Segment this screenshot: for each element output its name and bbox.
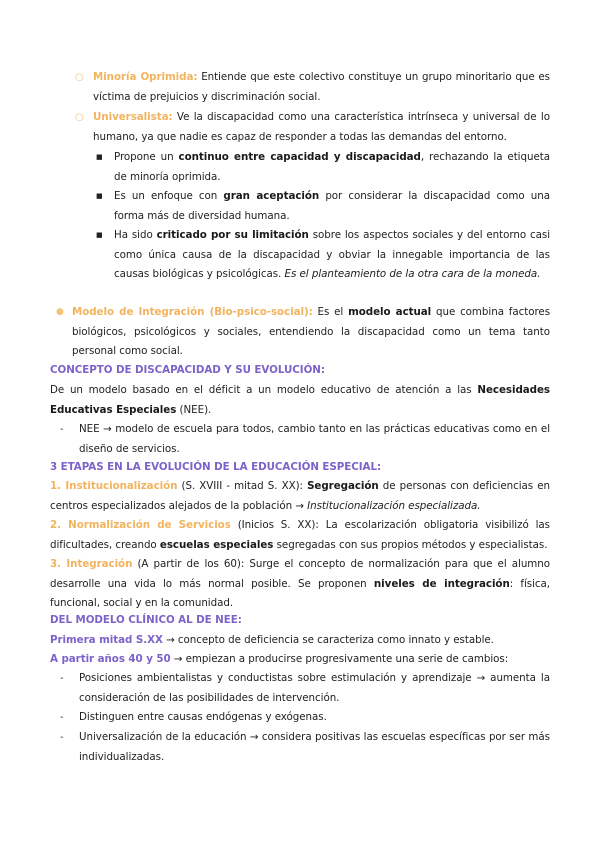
list-item-cambio-2: Distinguen entre causas endógenas y exógenas. xyxy=(79,711,327,723)
etapa1-dates: (S. XVIII - mitad S. XX): xyxy=(177,480,308,492)
partir-label: A partir años 40 y 50 xyxy=(50,653,171,665)
paragraph-etapa-3 xyxy=(50,555,550,614)
paragraph-primera-mitad xyxy=(50,631,550,651)
label-minoria: Minoría Oprimida: xyxy=(93,71,198,83)
sub2-tail: por considerar la discapacidad como una forma más de diversidad humana. xyxy=(114,190,550,222)
heading-concepto: CONCEPTO DE DISCAPACIDAD Y SU EVOLUCIÓN: xyxy=(50,364,325,376)
sub1-text: Propone un xyxy=(114,151,179,163)
dash-bullet-icon: - xyxy=(60,712,64,723)
list-item-nee: NEE → modelo de escuela para todos, cambio tanto en las prácticas educativas como en el diseño de servicios. xyxy=(79,423,550,455)
sub2-bold: gran aceptación xyxy=(223,190,320,202)
paragraph-etapa-2 xyxy=(50,516,550,555)
label-universalista: Universalista: xyxy=(93,111,173,123)
text-universalista: Ve la discapacidad como una característica intrínseca y universal de lo humano, ya que nadie es capaz de responder a todas las demandas del entorno. xyxy=(93,111,550,143)
etapa1-bold: Segregación xyxy=(307,480,379,492)
subitem-continuo xyxy=(114,148,550,187)
primera-label: Primera mitad S.XX xyxy=(50,634,163,646)
dash-bullet-icon: - xyxy=(60,673,64,684)
subitem-criticado xyxy=(114,226,550,285)
sub3-text: Ha sido xyxy=(114,229,157,241)
etapa1-italic: Institucionalización especializada. xyxy=(307,499,481,512)
subitem-aceptacion xyxy=(114,187,550,226)
paragraph-minoria xyxy=(93,68,550,107)
paragraph-concepto xyxy=(50,381,550,420)
square-bullet-icon: ■ xyxy=(96,231,103,239)
square-bullet-icon: ■ xyxy=(96,192,103,200)
concepto-tail: (NEE). xyxy=(176,403,212,416)
sub1-bold: continuo entre capacidad y discapacidad xyxy=(178,151,421,163)
etapa2-bold: escuelas especiales xyxy=(159,538,274,551)
dash-bullet-icon: - xyxy=(60,732,64,743)
etapa3-bold: niveles de integración xyxy=(373,577,510,590)
heading-clinico: DEL MODELO CLÍNICO AL DE NEE: xyxy=(50,614,242,626)
sub3-bold: criticado por su limitación xyxy=(156,229,309,241)
etapa1-text: de personas con deficiencias en centros especializados alejados de la población → xyxy=(50,480,550,512)
square-bullet-icon: ■ xyxy=(96,153,103,161)
sub2-text: Es un enfoque con xyxy=(114,190,224,202)
paragraph-partir xyxy=(50,650,550,670)
concepto-text: De un modelo basado en el déficit a un modelo educativo de atención a las xyxy=(50,384,478,396)
paragraph-integracion xyxy=(72,303,550,362)
etapa3-text: (A partir de los 60): Surge el concepto de normalización para que el alumno desarrolle una vida lo más normal posible. Se proponen xyxy=(50,558,550,590)
etapa3-tail: : física, funcional, social y en la comunidad. xyxy=(50,577,551,610)
partir-text: → empiezan a producirse progresivamente una serie de cambios: xyxy=(170,653,509,665)
etapa1-label: 1. Institucionalización xyxy=(50,480,178,492)
primera-text: → concepto de deficiencia se caracteriza como innato y estable. xyxy=(162,634,494,646)
dash-bullet-icon: - xyxy=(60,424,64,435)
hollow-bullet-icon: ○ xyxy=(75,112,84,123)
concepto-bold: Necesidades Educativas Especiales xyxy=(50,384,550,416)
etapa2-text: (Inicios S. XX): La escolarización obligatoria visibilizó las dificultades, creando xyxy=(50,519,550,551)
text-minoria: Entiende que este colectivo constituye un grupo minoritario que es víctima de prejuicios y discriminación social. xyxy=(93,71,550,103)
etapa3-label: 3. Integración xyxy=(50,558,133,570)
paragraph-etapa-1 xyxy=(50,477,550,516)
heading-etapas: 3 ETAPAS EN LA EVOLUCIÓN DE LA EDUCACIÓN ESPECIAL: xyxy=(50,461,382,473)
sub1-tail: , rechazando la etiqueta de minoría oprimida. xyxy=(114,151,550,183)
list-item-cambio-3: Universalización de la educación → considera positivas las escuelas específicas por ser más individualizadas. xyxy=(79,731,550,763)
integracion-text: Es el xyxy=(312,306,349,318)
etapa2-label: 2. Normalización de Servicios xyxy=(50,519,231,531)
etapa2-tail: segregadas con sus propios métodos y especialistas. xyxy=(273,538,548,551)
integracion-tail: que combina factores biológicos, psicológicos y sociales, entendiendo la discapacidad como un tema tanto personal como social. xyxy=(72,306,551,358)
sub3-italic: Es el planteamiento de la otra cara de la moneda. xyxy=(284,268,541,281)
paragraph-universalista xyxy=(93,108,550,147)
integracion-bold: modelo actual xyxy=(348,306,432,318)
list-item-cambio-1: Posiciones ambientalistas y conductistas sobre estimulación y aprendizaje → aumenta la consideración de las posibilidades de intervención. xyxy=(79,672,550,704)
label-integracion: Modelo de Integración (Bio-psico-social): xyxy=(72,306,313,318)
hollow-bullet-icon: ○ xyxy=(75,72,84,83)
sub3-middle: sobre los aspectos sociales y del entorno casi como única causa de la discapacidad y obviar la innegable importancia de las causas biológicas y psicológicas. xyxy=(114,229,551,281)
dot-bullet-icon: ● xyxy=(56,307,64,317)
